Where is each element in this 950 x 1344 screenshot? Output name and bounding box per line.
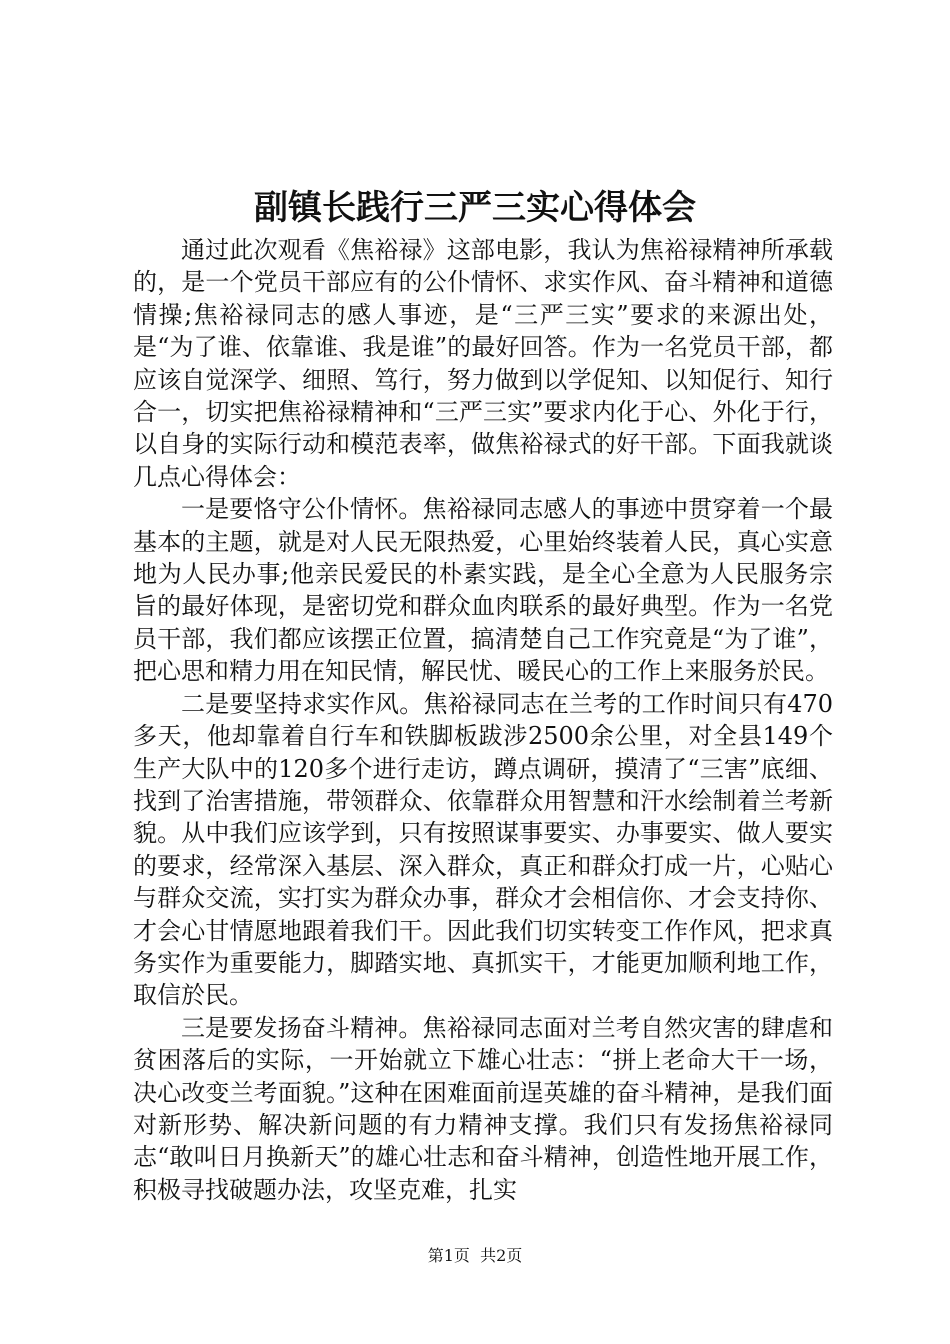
document-body	[133, 234, 833, 1206]
paragraph-point-2: 二是要坚持求实作风。焦裕禄同志在兰考的工作时间只有470多天，他却靠着自行车和铁脚板跋涉2500余公里，对全县149个生产大队中的120多个进行走访，蹲点调研，摸清了“三害”底细、找到了治害措施，带领群众、依靠群众用智慧和汗水绘制着兰考新貌。从中我们应该学到，只有按照谋事要实、办事要实、做人要实的要求，经常深入基层、深入群众，真正和群众打成一片，心贴心与群众交流，实打实为群众办事，群众才会相信你、才会支持你、才会心甘情愿地跟着我们干。因此我们切实转变工作作风，把求真务实作为重要能力，脚踏实地、真抓实干，才能更加顺利地工作，取信於民。	[133, 689, 833, 1010]
paragraph-point-3: 三是要发扬奋斗精神。焦裕禄同志面对兰考自然灾害的肆虐和贫困落后的实际，一开始就立下雄心壮志：“拼上老命大干一场，决心改变兰考面貌。”这种在困难面前逞英雄的奋斗精神，是我们面对新形势、解决新问题的有力精神支撑。我们只有发扬焦裕禄同志“敢叫日月换新天”的雄心壮志和奋斗精神，创造性地开展工作，积极寻找破题办法，攻坚克难，扎实	[133, 1013, 833, 1204]
page-footer	[0, 1245, 950, 1267]
document-title: 副镇长践行三严三实心得体会	[254, 188, 696, 228]
paragraph-point-1: 一是要恪守公仆情怀。焦裕禄同志感人的事迹中贯穿着一个最基本的主题，就是对人民无限热爱，心里始终装着人民，真心实意地为人民办事;他亲民爱民的朴素实践，是全心全意为人民服务宗旨的最好体现，是密切党和群众血肉联系的最好典型。作为一名党员干部，我们都应该摆正位置，搞清楚自己工作究竟是“为了谁”，把心思和精力用在知民情，解民忧、暖民心的工作上来服务於民。	[133, 495, 833, 686]
page-total: 共2页	[480, 1246, 523, 1265]
page-number: 第1页	[427, 1246, 470, 1265]
paragraph-intro: 通过此次观看《焦裕禄》这部电影，我认为焦裕禄精神所承载的，是一个党员干部应有的公仆情怀、求实作风、奋斗精神和道德情操;焦裕禄同志的感人事迹，是“三严三实”要求的来源出处，是“为了谁、依靠谁、我是谁”的最好回答。作为一名党员干部，都应该自觉深学、细照、笃行，努力做到以学促知、以知促行、知行合一，切实把焦裕禄精神和“三严三实”要求内化于心、外化于行，以自身的实际行动和模范表率，做焦裕禄式的好干部。下面我就谈几点心得体会：	[133, 236, 833, 491]
